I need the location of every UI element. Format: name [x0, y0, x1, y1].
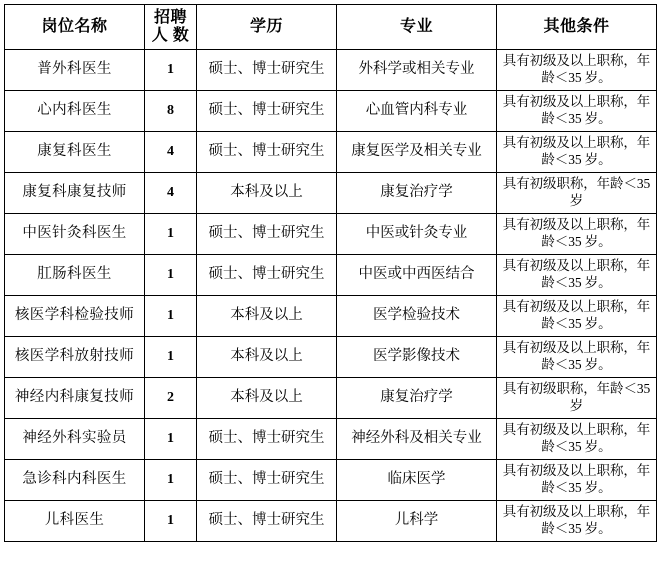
cell-major: 外科学或相关专业	[337, 50, 497, 91]
cell-number: 1	[145, 460, 197, 501]
cell-major: 神经外科及相关专业	[337, 419, 497, 460]
cell-education: 硕士、博士研究生	[197, 50, 337, 91]
cell-condition: 具有初级职称，年龄＜35 岁	[497, 173, 657, 214]
column-header-post: 岗位名称	[5, 5, 145, 50]
table-row	[5, 91, 657, 132]
table-body	[5, 50, 657, 542]
cell-education: 硕士、博士研究生	[197, 91, 337, 132]
cell-post: 中医针灸科医生	[5, 214, 145, 255]
cell-condition: 具有初级及以上职称，年龄＜35 岁。	[497, 419, 657, 460]
cell-education: 硕士、博士研究生	[197, 255, 337, 296]
cell-condition: 具有初级及以上职称，年龄＜35 岁。	[497, 296, 657, 337]
table-row	[5, 460, 657, 501]
cell-condition: 具有初级职称，年龄＜35 岁	[497, 378, 657, 419]
table-row	[5, 378, 657, 419]
cell-condition: 具有初级及以上职称，年龄＜35 岁。	[497, 50, 657, 91]
cell-number: 4	[145, 132, 197, 173]
cell-major: 中医或中西医结合	[337, 255, 497, 296]
cell-post: 心内科医生	[5, 91, 145, 132]
cell-education: 硕士、博士研究生	[197, 419, 337, 460]
cell-number: 1	[145, 337, 197, 378]
cell-post: 神经外科实验员	[5, 419, 145, 460]
cell-number: 1	[145, 296, 197, 337]
cell-number: 1	[145, 214, 197, 255]
table-row	[5, 214, 657, 255]
cell-condition: 具有初级及以上职称，年龄＜35 岁。	[497, 337, 657, 378]
cell-number: 1	[145, 255, 197, 296]
cell-education: 硕士、博士研究生	[197, 214, 337, 255]
cell-major: 临床医学	[337, 460, 497, 501]
cell-post: 核医学科放射技师	[5, 337, 145, 378]
cell-number: 8	[145, 91, 197, 132]
cell-major: 儿科学	[337, 501, 497, 542]
cell-education: 硕士、博士研究生	[197, 460, 337, 501]
table-row	[5, 50, 657, 91]
column-header-other-conditions: 其他条件	[497, 5, 657, 50]
cell-number: 1	[145, 501, 197, 542]
table-row	[5, 173, 657, 214]
table-header	[5, 5, 657, 50]
cell-education: 硕士、博士研究生	[197, 132, 337, 173]
table-row	[5, 296, 657, 337]
cell-major: 心血管内科专业	[337, 91, 497, 132]
cell-condition: 具有初级及以上职称，年龄＜35 岁。	[497, 460, 657, 501]
cell-condition: 具有初级及以上职称，年龄＜35 岁。	[497, 214, 657, 255]
cell-major: 康复治疗学	[337, 378, 497, 419]
cell-education: 本科及以上	[197, 378, 337, 419]
column-header-number-line2: 人 数	[151, 27, 190, 44]
cell-condition: 具有初级及以上职称，年龄＜35 岁。	[497, 91, 657, 132]
cell-post: 肛肠科医生	[5, 255, 145, 296]
cell-post: 普外科医生	[5, 50, 145, 91]
cell-major: 医学检验技术	[337, 296, 497, 337]
table-header-row	[5, 5, 657, 50]
table-row	[5, 419, 657, 460]
cell-education: 硕士、博士研究生	[197, 501, 337, 542]
cell-education: 本科及以上	[197, 173, 337, 214]
cell-major: 康复医学及相关专业	[337, 132, 497, 173]
cell-post: 神经内科康复技师	[5, 378, 145, 419]
cell-post: 康复科医生	[5, 132, 145, 173]
cell-condition: 具有初级及以上职称，年龄＜35 岁。	[497, 132, 657, 173]
column-header-major: 专业	[337, 5, 497, 50]
table-row	[5, 501, 657, 542]
table-row	[5, 132, 657, 173]
recruitment-table	[4, 4, 657, 542]
cell-number: 1	[145, 419, 197, 460]
cell-education: 本科及以上	[197, 337, 337, 378]
column-header-number	[145, 5, 197, 50]
cell-post: 儿科医生	[5, 501, 145, 542]
table-row	[5, 255, 657, 296]
cell-post: 康复科康复技师	[5, 173, 145, 214]
table-row	[5, 337, 657, 378]
cell-post: 核医学科检验技师	[5, 296, 145, 337]
cell-major: 中医或针灸专业	[337, 214, 497, 255]
column-header-number-line1: 招聘	[153, 9, 187, 27]
cell-number: 1	[145, 50, 197, 91]
cell-condition: 具有初级及以上职称，年龄＜35 岁。	[497, 501, 657, 542]
cell-condition: 具有初级及以上职称，年龄＜35 岁。	[497, 255, 657, 296]
cell-number: 2	[145, 378, 197, 419]
cell-major: 医学影像技术	[337, 337, 497, 378]
cell-education: 本科及以上	[197, 296, 337, 337]
cell-post: 急诊科内科医生	[5, 460, 145, 501]
cell-number: 4	[145, 173, 197, 214]
column-header-education: 学历	[197, 5, 337, 50]
cell-major: 康复治疗学	[337, 173, 497, 214]
